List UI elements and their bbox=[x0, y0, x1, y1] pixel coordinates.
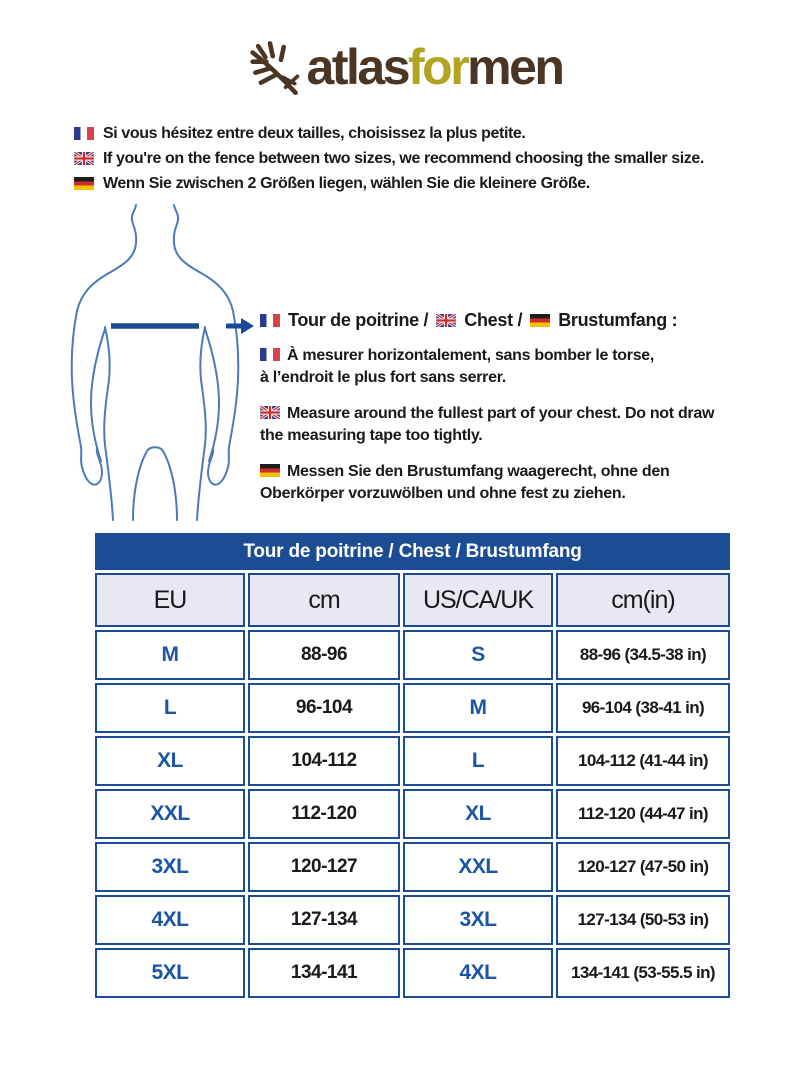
advice-line-en bbox=[74, 146, 704, 171]
table-row bbox=[95, 789, 730, 839]
male-torso-outline-icon bbox=[55, 203, 255, 523]
france-flag-icon bbox=[74, 127, 94, 140]
brand-wordmark bbox=[307, 34, 563, 100]
advice-text-en: If you're on the fence between two sizes, we recommend choosing the smaller size. bbox=[103, 149, 704, 167]
figure-left-half bbox=[72, 205, 136, 520]
right-arrow-icon bbox=[226, 318, 254, 334]
heading-fr: Tour de poitrine / bbox=[288, 310, 429, 330]
advice-line-fr bbox=[74, 121, 704, 146]
table-title: Tour de poitrine / Chest / Brustumfang bbox=[95, 533, 730, 570]
column-header-cmin: cm(in) bbox=[556, 573, 730, 627]
heading-en: Chest / bbox=[464, 310, 523, 330]
eu-size-cell: 4XL bbox=[95, 895, 245, 945]
cm-range-cell: 88-96 bbox=[248, 630, 400, 680]
eu-size-cell: XXL bbox=[95, 789, 245, 839]
measure-en-line2: the measuring tape too tightly. bbox=[260, 427, 483, 444]
cm-in-range-cell: 104-112 (41-44 in) bbox=[556, 736, 730, 786]
figure-right-half bbox=[174, 205, 238, 520]
cm-range-cell: 127-134 bbox=[248, 895, 400, 945]
chest-measure-heading bbox=[260, 310, 765, 331]
eu-size-cell: M bbox=[95, 630, 245, 680]
cm-range-cell: 112-120 bbox=[248, 789, 400, 839]
column-header-eu: EU bbox=[95, 573, 245, 627]
france-flag-icon bbox=[260, 348, 280, 361]
germany-flag-icon bbox=[260, 464, 280, 477]
chest-measure-block bbox=[260, 310, 765, 505]
measure-paragraph-de bbox=[260, 461, 765, 505]
size-table-body bbox=[95, 630, 730, 998]
germany-flag-icon bbox=[74, 177, 94, 190]
measure-paragraph-fr bbox=[260, 345, 765, 389]
uk-flag-icon bbox=[436, 314, 456, 327]
advice-text-de: Wenn Sie zwischen 2 Größen liegen, wählen Sie die kleinere Größe. bbox=[103, 174, 590, 192]
figure-legs bbox=[133, 447, 177, 520]
us-size-cell: XXL bbox=[403, 842, 553, 892]
cm-range-cell: 134-141 bbox=[248, 948, 400, 998]
column-header-uscauk: US/CA/UK bbox=[403, 573, 553, 627]
measure-fr-line2: à l’endroit le plus fort sans serrer. bbox=[260, 369, 506, 386]
germany-flag-icon bbox=[530, 314, 550, 327]
measure-paragraph-en bbox=[260, 403, 765, 447]
cm-range-cell: 96-104 bbox=[248, 683, 400, 733]
measure-de-line1: Messen Sie den Brustumfang waagerecht, ohne den bbox=[287, 463, 670, 480]
brand-logo bbox=[0, 34, 800, 102]
eu-size-cell: 5XL bbox=[95, 948, 245, 998]
table-row bbox=[95, 683, 730, 733]
table-title-row bbox=[95, 533, 730, 570]
table-row bbox=[95, 736, 730, 786]
us-size-cell: L bbox=[403, 736, 553, 786]
uk-flag-icon bbox=[74, 152, 94, 165]
measure-de-line2: Oberkörper vorzuwölben und ohne fest zu ziehen. bbox=[260, 485, 626, 502]
advice-text-fr: Si vous hésitez entre deux tailles, choisissez la plus petite. bbox=[103, 124, 526, 142]
heading-de: Brustumfang : bbox=[558, 310, 678, 330]
us-size-cell: XL bbox=[403, 789, 553, 839]
cm-in-range-cell: 88-96 (34.5-38 in) bbox=[556, 630, 730, 680]
eu-size-cell: L bbox=[95, 683, 245, 733]
table-row bbox=[95, 948, 730, 998]
eu-size-cell: 3XL bbox=[95, 842, 245, 892]
cm-in-range-cell: 96-104 (38-41 in) bbox=[556, 683, 730, 733]
table-row bbox=[95, 630, 730, 680]
cm-in-range-cell: 120-127 (47-50 in) bbox=[556, 842, 730, 892]
france-flag-icon bbox=[260, 314, 280, 327]
measure-fr-line1: À mesurer horizontalement, sans bomber le torse, bbox=[287, 347, 655, 364]
us-size-cell: 4XL bbox=[403, 948, 553, 998]
cm-in-range-cell: 127-134 (50-53 in) bbox=[556, 895, 730, 945]
advice-line-de bbox=[74, 171, 704, 196]
cm-range-cell: 120-127 bbox=[248, 842, 400, 892]
size-table bbox=[92, 530, 733, 1001]
logo-atlas: atlas bbox=[306, 39, 408, 95]
cm-in-range-cell: 112-120 (44-47 in) bbox=[556, 789, 730, 839]
table-row bbox=[95, 842, 730, 892]
logo-men: men bbox=[467, 39, 563, 95]
logo-for: for bbox=[408, 39, 468, 95]
column-header-cm: cm bbox=[248, 573, 400, 627]
table-row bbox=[95, 895, 730, 945]
uk-flag-icon bbox=[260, 406, 280, 419]
cm-range-cell: 104-112 bbox=[248, 736, 400, 786]
measure-en-line1: Measure around the fullest part of your chest. Do not draw bbox=[287, 405, 715, 422]
us-size-cell: S bbox=[403, 630, 553, 680]
cm-in-range-cell: 134-141 (53-55.5 in) bbox=[556, 948, 730, 998]
size-advice-block bbox=[74, 121, 704, 196]
us-size-cell: 3XL bbox=[403, 895, 553, 945]
eu-size-cell: XL bbox=[95, 736, 245, 786]
table-header-row bbox=[95, 573, 730, 627]
twig-icon bbox=[238, 36, 302, 102]
us-size-cell: M bbox=[403, 683, 553, 733]
